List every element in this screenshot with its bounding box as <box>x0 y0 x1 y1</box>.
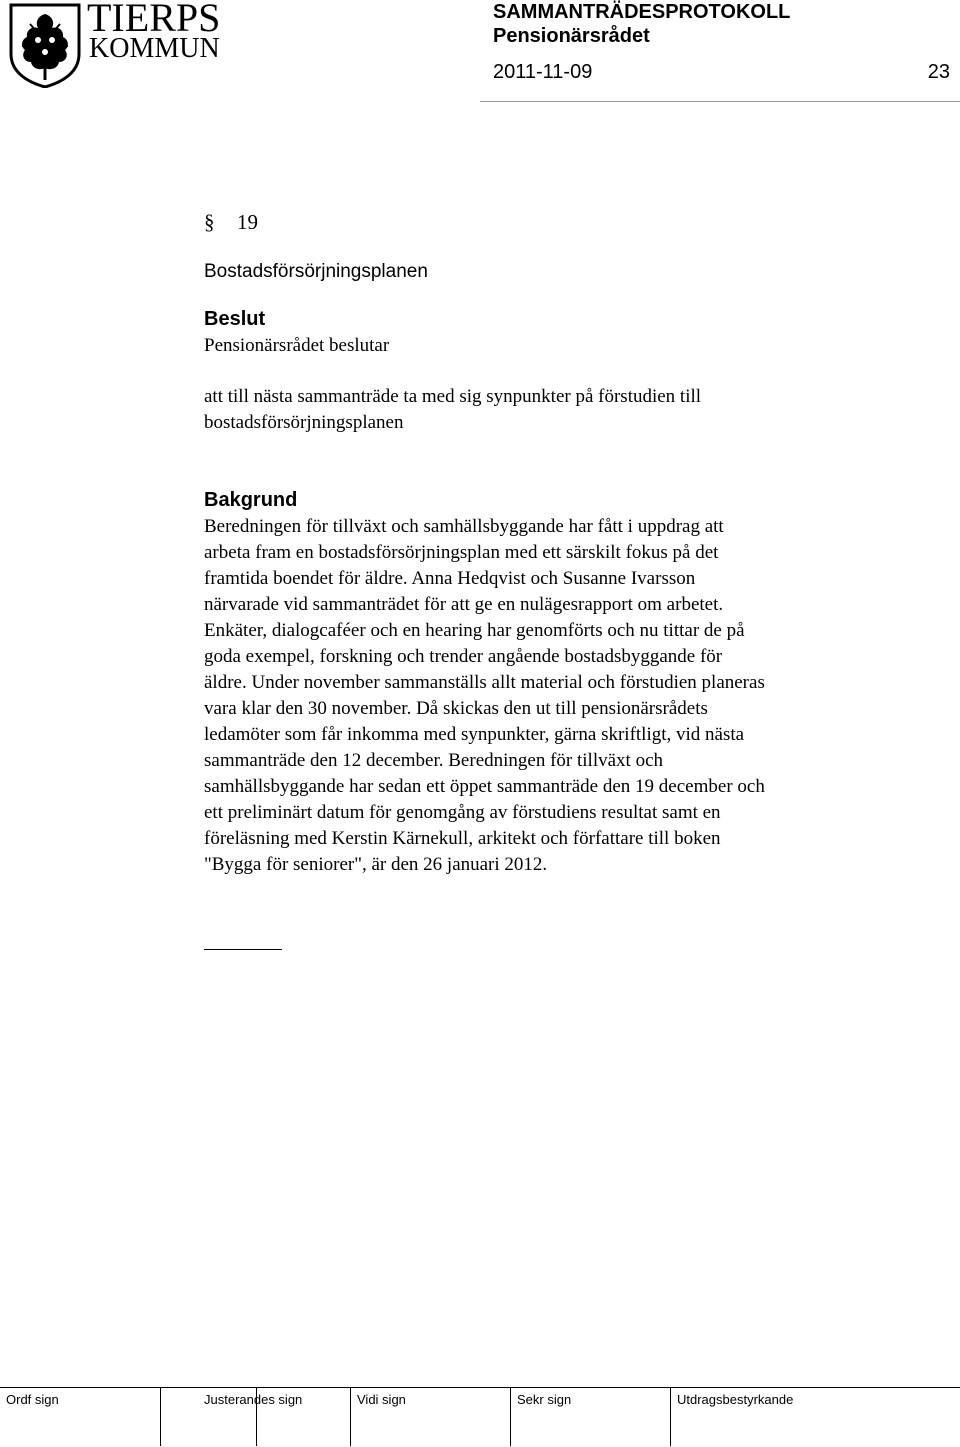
document-type: SAMMANTRÄDESPROTOKOLL <box>493 1 791 23</box>
end-of-item-rule <box>204 949 282 950</box>
logo-wordmark-line-1: TIERPS <box>87 0 221 40</box>
meeting-date: 2011-11-09 <box>493 61 593 83</box>
signature-label-chair: Ordf sign <box>6 1392 59 1407</box>
background-line: ett preliminärt datum för genomgång av förstudiens resultat samt en <box>204 802 721 823</box>
signature-label-certification: Utdragsbestyrkande <box>677 1392 794 1407</box>
background-line: sammanträde den 12 december. Beredningen för tillväxt och <box>204 750 664 771</box>
background-line: äldre. Under november sammanställs allt material och förstudien planeras <box>204 672 765 693</box>
decision-line: bostadsförsörjningsplanen <box>204 412 404 433</box>
background-text <box>204 514 884 878</box>
section-number: 19 <box>237 210 258 234</box>
municipality-coat-of-arms-icon <box>8 2 82 88</box>
signature-cell-vidi <box>351 1388 509 1446</box>
item-title: Bostadsförsörjningsplanen <box>204 261 428 282</box>
signature-label-adjusters: Justerandes sign <box>204 1392 303 1407</box>
page-header <box>0 0 960 110</box>
signature-divider <box>256 1388 257 1446</box>
decision-intro-line: Pensionärsrådet beslutar <box>204 335 390 356</box>
background-line: goda exempel, forskning och trender angående bostadsbyggande för <box>204 646 723 667</box>
signature-cell-secretary <box>511 1388 669 1446</box>
logo-wordmark-line-2: KOMMUN <box>89 33 220 64</box>
background-heading: Bakgrund <box>204 489 298 511</box>
page-number: 23 <box>927 61 950 83</box>
signature-divider <box>160 1388 161 1446</box>
decision-heading: Beslut <box>204 308 266 330</box>
background-line: Enkäter, dialogcaféer och en hearing har genomförts och nu tittar de på <box>204 620 745 641</box>
signature-label-secretary: Sekr sign <box>517 1392 572 1407</box>
background-line: framtida boendet för äldre. Anna Hedqvist och Susanne Ivarsson <box>204 568 696 589</box>
signature-footer <box>0 1387 960 1446</box>
signature-divider <box>350 1388 351 1446</box>
background-line: närvarade vid sammanträdet för att ge en nulägesrapport om arbetet. <box>204 594 724 615</box>
signature-cell-chair <box>0 1388 160 1446</box>
background-line: "Bygga för seniorer", är den 26 januari 2012. <box>204 854 548 875</box>
background-line: Beredningen för tillväxt och samhällsbyggande har fått i uppdrag att <box>204 516 724 537</box>
section-symbol: § <box>204 210 215 234</box>
background-line: arbeta fram en bostadsförsörjningsplan med ett särskilt fokus på det <box>204 542 719 563</box>
signature-cell-adjusters <box>198 1388 350 1446</box>
background-line: föreläsning med Kerstin Kärnekull, arkitekt och författare till boken <box>204 828 721 849</box>
signature-cell-certification <box>671 1388 960 1446</box>
header-divider <box>480 101 960 102</box>
decision-text <box>204 384 884 436</box>
organisation-name: Pensionärsrådet <box>493 25 650 47</box>
decision-intro <box>204 333 884 359</box>
decision-line: att till nästa sammanträde ta med sig synpunkter på förstudien till <box>204 386 702 407</box>
background-line: ledamöter som får inkomma med synpunkter, gärna skriftligt, vid nästa <box>204 724 745 745</box>
background-line: samhällsbyggande har sedan ett öppet sammanträde den 19 december och <box>204 776 765 797</box>
background-line: vara klar den 30 november. Då skickas den ut till pensionärsrådets <box>204 698 708 719</box>
signature-label-vidi: Vidi sign <box>357 1392 406 1407</box>
